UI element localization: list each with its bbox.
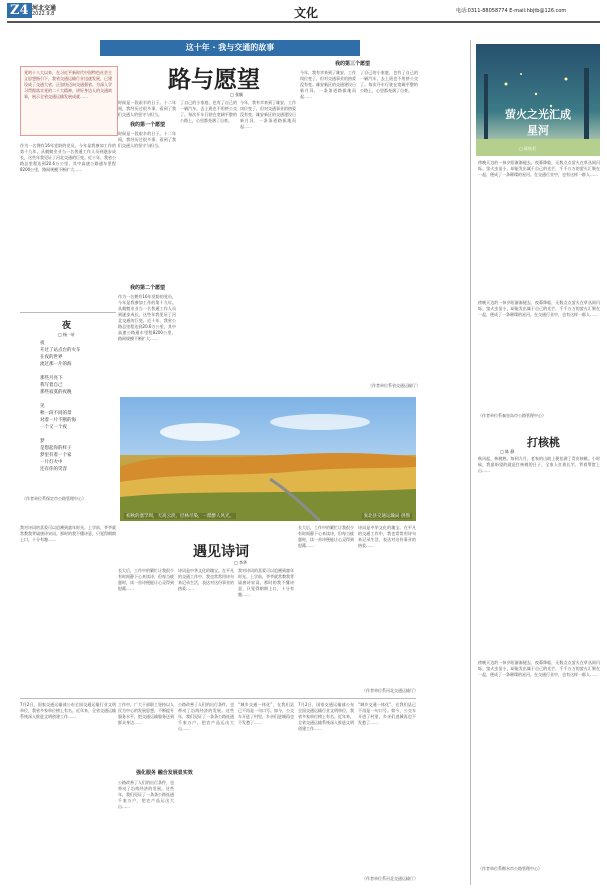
fireflies-text: 傍晚天边的一抹夕阳渐渐褪去，夜幕降临，无数点点萤火在草丛间闪烁。萤火虫虽小，却能发出属于自己的光芒，千千万万的萤火汇聚在一起，便成了一条璀璨的星河。在交通行业中，也有这样一群人…… [478,160,600,177]
poetry-col6: 诗词是中华文化的瑰宝。在平凡的交通工作中，我也常常用诗句来记录生活，表达对这份事业的热爱…… [358,525,416,548]
lead-title: 路与愿望 [168,66,260,93]
poem-line: 还有你的笑容 [40,467,67,472]
poem-sign: （作者单位系保定市公路管理中心） [22,496,86,501]
lead-sub2: 我的第二个愿望 [130,285,166,291]
poem-title: 夜 [62,321,72,331]
photo-credit: 张北县交通运输局 供图 [363,514,410,519]
poem-line: 是想起你的样子 [40,446,72,451]
poem-line: 梦里有着一个家 [40,453,72,458]
lead-col2: 时候是一段艰辛的日子。十二年间，我经历过很多事，看到了我们交通人的坚守与担当。 [118,100,176,117]
poem-line: 见 [40,404,45,409]
contact-info: 电话:0311-88058774 E-mail:hbjtb@126.com [456,8,567,14]
walnut-sign: （作者单位系衡水市公路管理中心） [478,866,542,871]
poem-line: 在夜的世界 [40,355,63,360]
lead-col3b: 今年，我有幸来到了雄安，工作岗位变了，但对交通事业的热爱没有变。雄安新区的交通建设日新月异，一条条道路拔地而起…… [240,100,296,129]
fireflies-text-b: 傍晚天边的一抹夕阳渐渐褪去，夜幕降临，无数点点萤火在草丛间闪烁。萤火虫虽小，却能发出属于自己的光芒，千千万万的萤火汇聚在一起，便成了一条璀璨的星河。在交通行业中，也有这样一群人…… [478,300,600,317]
bottom-col1: 7月2日，国家交通运输部公布全国交通运输行业文明单位，我省多家单位榜上有名。近年来，全省交通运输系统深入推进文明创建工作…… [20,702,116,719]
bottom-col2b: 公路改善了人们的出行条件，也带动了沿线经济的发展。这些年，我们见证了一条条公路连通千家万户，把农产品运出大山…… [118,780,174,809]
poetry-col2: 长大后，工作中的繁忙让我很少有时间静下心来读诗，但每当疲惫时，读一首诗便能让心灵得到慰藉…… [118,568,174,591]
poem-line: 秋一段不同的景 [40,411,72,416]
poetry-col4: 我对诗词的喜爱可以追溯到童年时光。上学前，爷爷就常教我背诵唐诗宋词。那时的我不懂诗意，只觉得朗朗上口，十分有趣…… [238,568,294,597]
bottom-col5: 7月2日，国家交通运输部公布全国交通运输行业文明单位，我省多家单位榜上有名。近年来，全省交通运输系统深入推进文明创建工作…… [298,702,354,731]
poetry-col3: 诗词是中华文化的瑰宝。在平凡的交通工作中，我也常常用诗句来记录生活，表达对这份事业的热爱…… [178,568,234,591]
poetry-col5: 长大后，工作中的繁忙让我很少有时间静下心来读诗，但每当疲惫时，读一首诗便能让心灵得到慰藉…… [298,525,354,548]
lead-col1: 作为一名拥有16年党龄的党员，今年是我参加工作的第十九年。从兢兢业业当一名普通工作人员到逐步成长，这些年我见证了河北交通的巨变。近十年，我省公路总里程达到20.6万公里，其中高速公路通车里程8200公里，路网规模不断扩大…… [20,143,116,172]
lead-sign: （作者单位系省交通运输厅） [368,383,420,388]
lead-col3: 了自己的小家庭，也有了自己的一辆汽车，去上班也不用挤公交了。每次开车行驶在宽阔平整的公路上，心里都充满了自豪。 [180,100,237,123]
masthead [0,0,607,24]
lead-col2b: 时候是一段艰辛的日子。十二年间，我经历过很多事，看到了我们交通人的坚守与担当。 [118,131,176,148]
poem-line [40,431,112,438]
poem-line: 一片灯火中 [40,460,63,465]
fireflies-byline: □ 陈秋若 [519,146,537,151]
poetry-sign: （作者单位系河北交通运输厅） [362,688,418,693]
poem-line: 那些月亮下 [40,376,63,381]
paper-name: 河北交通 [32,5,57,12]
autumn-forest-image [120,397,416,521]
bottom-col3: 公路改善了人们的出行条件，也带动了沿线经济的发展。这些年，我们见证了一条条公路连通千家万户，把农产品运出大山…… [178,702,234,731]
column-banner [100,40,360,56]
poem-line: 对着一片不断的海 [40,418,76,423]
poetry-title: 遇见诗词 [193,544,249,560]
poem-line: 夜 [40,341,45,346]
lead-byline: □ 张颖 [230,92,244,97]
fireflies-title: 萤火之光汇成星河 [505,108,571,137]
landscape-photo [120,397,416,521]
poem-byline: □ 杨一轩 [58,332,76,337]
page-number: Z4 [7,3,32,18]
walnut-title: 打核桃 [527,436,560,449]
bottom-rule [20,698,416,699]
bottom-col2: 工作中，广大干部职工坚持以人民为中心的发展思想，不断提升服务水平，把交通运输服务送到群众身边…… [118,702,174,725]
lead-sub1: 我的第一个愿望 [130,122,166,128]
lead-intro: 党的十八大以来，在习近平新时代中国特色社会主义思想指引下，我省交通运输行业迅速发展，已建设成了交通大省，正加快迈向交通强省。为深入学习贯彻落实党的二十大精神，讲好身边人的交通故事，展示全省交通运输发展成就…… [24,70,112,99]
poem-line: 开过了站点台的火车 [40,348,81,353]
poem-line: 梦 [40,439,45,444]
poem-line: 流过那一片的海 [40,362,72,367]
section-name: 文化 [294,6,319,20]
issue-date: 2022.9.8 [32,11,55,17]
lead-sub3: 我的第三个愿望 [335,61,371,67]
poem-lines [40,340,112,473]
walnut-text-b: 傍晚天边的一抹夕阳渐渐褪去，夜幕降临，无数点点萤火在草丛间闪烁。萤火虫虽小，却能发出属于自己的光芒，千千万万的萤火汇聚在一起，便成了一条璀璨的星河。在交通行业中，也有这样一群人…… [478,660,600,677]
bottom-sign: （作者单位系河北交通运输厅） [362,876,418,881]
bottom-col6: “城乡交通一体化”，在我们县已不再是一句口号。如今，公交车开进了村里，乡亲们进城再也不发愁了…… [358,702,416,725]
banner-text: 这十年 · 我与交通的故事 [185,43,275,52]
lead-col4: 今年，我有幸来到了雄安，工作岗位变了，但对交通事业的热爱没有变。雄安新区的交通建设日新月异，一条条道路拔地而起…… [300,70,356,99]
poem-line [40,396,112,403]
poetry-byline: □ 李华 [234,560,248,565]
lead-col2c: 作为一名拥有16年党龄的党员，今年是我参加工作的第十九年。从兢兢业业当一名普通工作人员到逐步成长，这些年我见证了河北交通的巨变。近十年，我省公路总里程达到20.6万公里，其中高速公路通车里程8200公里，路网规模不断扩大…… [118,294,176,341]
bottom-sub: 强化服务 融合发展显实效 [136,770,193,776]
poetry-col1: 我对诗词的喜爱可以追溯到童年时光。上学前，爷爷就常教我背诵唐诗宋词。那时的我不懂诗意，只觉得朗朗上口，十分有趣…… [20,525,116,542]
fireflies-image [476,44,600,156]
lead-col5: 了自己的小家庭，也有了自己的一辆汽车，去上班也不用挤公交了。每次开车行驶在宽阔平整的公路上，心里都充满了自豪。 [360,70,418,93]
poem-line: 我写着自己 [40,383,63,388]
walnut-byline: □ 陈 静 [500,449,515,454]
poem-line [40,368,112,375]
section-divider [20,312,116,313]
poem-line: 那些寂寞的夜晚 [40,390,72,395]
photo-caption: 初秋的塞罕坝，天高云淡，层林尽染，一派醉人风光。 [126,514,234,519]
fireflies-sign: （作者单位系秦皇岛市公路管理中心） [478,413,546,418]
poem-line: 一个又一个夜 [40,425,67,430]
walnut-text: 秋风起，核桃熟。每到九月，老家的山坡上便挂满了青皮核桃。小时候，我最盼望的就是打核桃的日子，全家人扛着长竿，背着箩筐上山…… [478,456,600,473]
masthead-rule [7,21,600,23]
bottom-col4: “城乡交通一体化”，在我们县已不再是一句口号。如今，公交车开进了村里，乡亲们进城再也不发愁了…… [238,702,294,725]
column-divider [470,40,471,885]
